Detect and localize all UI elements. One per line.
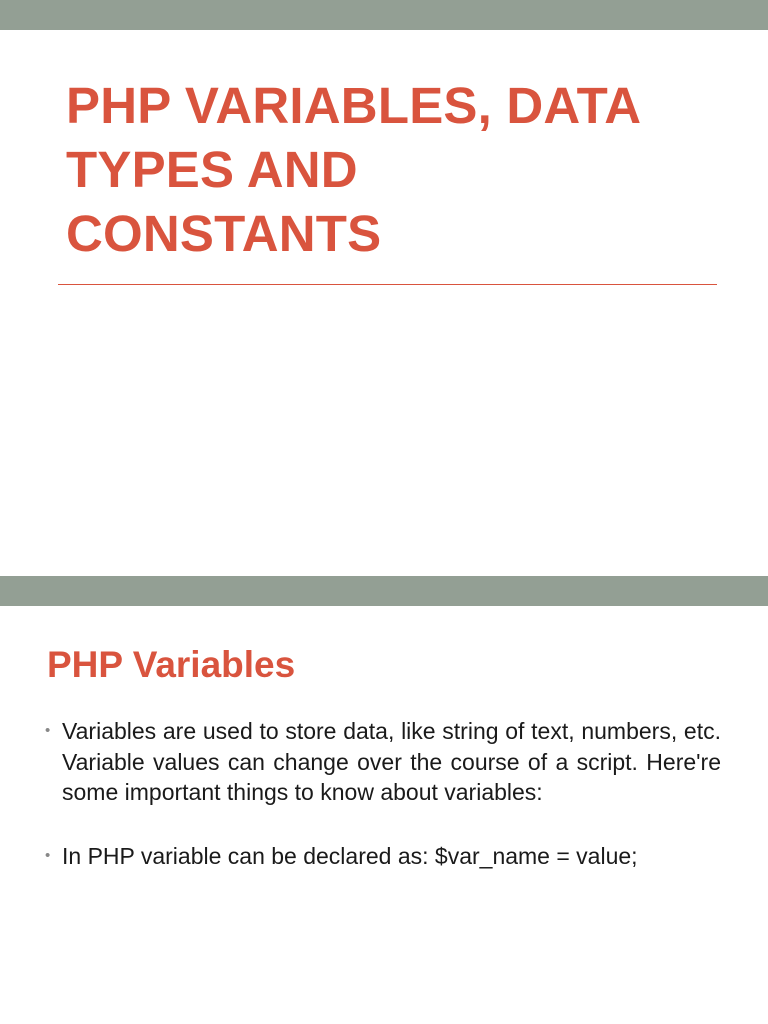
slide-main-title bbox=[66, 74, 736, 266]
title-divider bbox=[58, 284, 717, 285]
bullet-icon: • bbox=[45, 846, 51, 864]
bullet-icon: • bbox=[45, 722, 51, 739]
bullet-text: Variables are used to store data, like string of text, numbers, etc. Variable values can change over the course of a script. Here're some important things to know about variables: bbox=[62, 718, 721, 805]
title-line-3: CONSTANTS bbox=[66, 205, 382, 262]
bullet-list bbox=[45, 716, 721, 871]
slide-header-band bbox=[0, 0, 768, 30]
bullet-item bbox=[45, 841, 721, 872]
section-title: PHP Variables bbox=[47, 644, 296, 685]
bullet-item bbox=[45, 716, 721, 808]
slide-php-variables bbox=[0, 606, 768, 1024]
slide-separator-band bbox=[0, 576, 768, 606]
title-line-1: PHP VARIABLES, DATA bbox=[66, 77, 642, 134]
title-line-2: TYPES AND bbox=[66, 141, 358, 198]
slide-title bbox=[0, 30, 768, 576]
bullet-text: In PHP variable can be declared as: $var_name = value; bbox=[62, 842, 638, 869]
